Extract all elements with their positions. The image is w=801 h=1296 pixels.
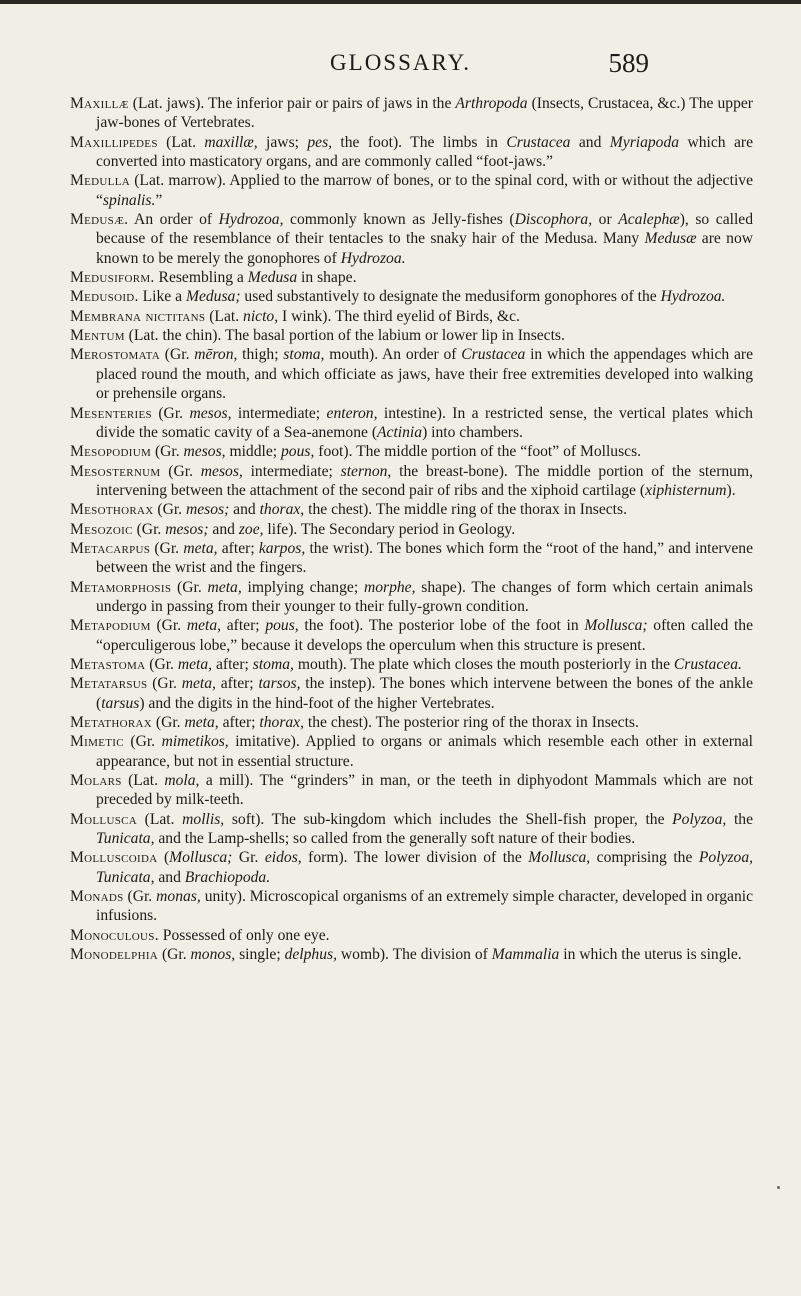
entry-italic-text: eidos, (264, 849, 302, 867)
glossary-entry (70, 171, 753, 210)
entry-text: single; (235, 946, 285, 964)
glossary-entry (70, 326, 753, 345)
entry-text: the foot). The posterior lobe of the foot in (298, 617, 585, 635)
entry-text: used substantively to designate the medusiform gonophores of the (240, 288, 661, 306)
entry-term: Medulla (70, 172, 130, 190)
entry-term: Metacarpus (70, 539, 151, 557)
entry-text: ( (157, 849, 170, 867)
entry-italic-text: Mollusca; (584, 617, 648, 635)
page-header (0, 50, 801, 90)
entry-text: Gr. (232, 849, 265, 867)
entry-text: which are converted into masticatory organs, and are commonly called “foot-jaws.” (96, 133, 753, 171)
entry-text: (Lat. (205, 307, 244, 325)
entry-text: (Gr. (160, 346, 195, 364)
entry-text: and (154, 868, 185, 886)
entry-text: mouth). The plate which closes the mouth posteriorly in the (293, 655, 674, 673)
entry-term: Metapodium (70, 617, 151, 635)
glossary-entry (70, 307, 753, 326)
entry-text: after; (221, 617, 266, 635)
entry-text: (Gr. (151, 443, 184, 461)
entry-italic-text: Hydrozoa. (660, 288, 726, 306)
entry-text: jaws; (257, 133, 308, 151)
entry-italic-text: Mammalia (491, 946, 560, 964)
entry-text: and (208, 520, 239, 538)
entry-text: (Lat. (121, 772, 165, 790)
entry-text: (Gr. (151, 404, 190, 422)
glossary-entry (70, 810, 753, 849)
entry-text: (Gr. (123, 733, 162, 751)
glossary-entry (70, 926, 753, 945)
entry-term: Maxillæ (70, 95, 129, 112)
entry-term: Molars (70, 772, 122, 790)
glossary-entry (70, 94, 753, 133)
entry-italic-text: maxillæ, (204, 133, 258, 151)
glossary-entry (70, 539, 753, 578)
entry-text: and (570, 133, 610, 151)
entry-text: the chest). The posterior ring of the thorax in Insects. (304, 714, 639, 731)
entry-italic-text: Crustacea (506, 133, 571, 151)
entry-italic-text: thorax, (259, 501, 305, 519)
entry-text: (Lat. the chin). The basal portion of the labium or lower lip in Insects. (124, 327, 565, 345)
entry-text: the chest). The middle ring of the thorax in Insects. (304, 501, 627, 519)
glossary-entry (70, 133, 753, 172)
entry-term: Molluscoida (70, 849, 158, 867)
entry-italic-text: mēron, (194, 346, 238, 364)
entry-italic-text: morphe, (363, 578, 416, 596)
entry-term: Mollusca (70, 810, 137, 828)
entry-italic-text: nicto, (243, 307, 279, 325)
entry-text: the foot). The limbs in (332, 133, 507, 151)
entry-italic-text: pous, (265, 617, 299, 635)
entry-term: Monodelphia (70, 946, 159, 964)
entry-text: (Lat. (157, 133, 205, 151)
entry-italic-text: karpos, (258, 539, 306, 557)
entry-text: (Gr. (150, 539, 184, 557)
entry-italic-text: meta, (177, 655, 213, 673)
entry-text: implying change; (241, 578, 364, 596)
entry-term: Metathorax (70, 714, 152, 731)
entry-text: life). The Secondary period in Geology. (263, 520, 516, 538)
entry-italic-text: monas, (156, 888, 201, 906)
entry-term: Maxillipedes (70, 133, 158, 151)
entry-italic-text: pous, (281, 443, 315, 461)
entry-term: Merostomata (70, 346, 161, 364)
running-head: GLOSSARY. (330, 50, 471, 75)
glossary-entry (70, 520, 753, 539)
entry-italic-text: meta, (207, 578, 242, 596)
entry-italic-text: Polyzoa, Tunicata, (96, 849, 754, 886)
entry-text: in which the appendages which are placed round the mouth, and which officiate as jaws, have their free extremities developed into walking or prehensile organs. (96, 346, 754, 403)
entry-text: after; (212, 655, 253, 673)
entry-term: Medusiform. (70, 269, 155, 287)
entry-text: I wink). The third eyelid of Birds, &c. (278, 307, 520, 325)
entry-text: form). The lower division of the (301, 849, 529, 867)
entry-italic-text: Tunicata, (96, 830, 155, 848)
entry-text: after; (218, 714, 260, 731)
glossary-entry (70, 848, 753, 887)
glossary-entry (70, 268, 753, 287)
entry-italic-text: Brachiopoda. (184, 868, 271, 886)
entry-text: (Gr. (150, 617, 187, 635)
entry-text: commonly known as Jelly-fishes ( (283, 211, 515, 229)
entry-italic-text: zoe, (238, 520, 264, 538)
entry-italic-text: mesos; (185, 501, 230, 519)
entry-text: unity). Microscopical organisms of an extremely simple character, developed in organic infusions. (96, 888, 754, 925)
entry-text: or (592, 211, 619, 229)
entry-italic-text: meta, (186, 617, 222, 635)
entry-text: (Insects, Crustacea, &c.) The upper jaw-bones of Vertebrates. (96, 95, 753, 132)
entry-italic-text: spinalis. (102, 191, 156, 209)
entry-text: (Gr. (123, 888, 157, 906)
entry-text: the wrist). The bones which form the “root of the hand,” and intervene between the wrist and the fingers. (96, 539, 754, 577)
entry-text: mouth). An order of (324, 346, 462, 364)
entry-text: intestine). In a restricted sense, the vertical plates which divide the somatic cavity of a Sea-anemone ( (96, 404, 753, 441)
entry-italic-text: Polyzoa, (672, 810, 727, 828)
entry-term: Mentum (70, 327, 125, 345)
entry-text: in shape. (297, 269, 357, 287)
entry-text: ” (155, 191, 163, 209)
entry-italic-text: Crustacea. (673, 655, 742, 673)
glossary-entry (70, 345, 753, 403)
entry-term: Mesenteries (70, 404, 152, 422)
entry-text: Like a (138, 288, 186, 306)
entry-term: Mesothorax (70, 501, 154, 519)
entry-term: Monoculous. (70, 926, 159, 944)
entry-italic-text: sternon, (340, 462, 392, 480)
entry-term: Mesosternum (70, 462, 161, 480)
entry-italic-text: stoma, (252, 655, 294, 673)
glossary-entry (70, 404, 753, 443)
entry-italic-text: Medusæ (644, 230, 697, 248)
entry-term: Monads (70, 888, 124, 906)
glossary-entry (70, 732, 753, 771)
entry-italic-text: Arthropoda (455, 95, 528, 112)
entry-text: soft). The sub-kingdom which includes the Shell-fish proper, the (224, 810, 673, 828)
entry-italic-text: Medusa; (185, 288, 241, 306)
entry-term: Metastoma (70, 655, 146, 673)
entry-text: (Gr. (132, 520, 166, 538)
glossary-entry (70, 945, 753, 964)
glossary-entry (70, 655, 753, 674)
entry-text: after; (215, 675, 259, 693)
entry-italic-text: meta, (183, 539, 218, 557)
entry-italic-text: tarsos, (258, 675, 301, 693)
entry-italic-text: xiphisternum (645, 481, 727, 499)
entry-text: after; (217, 539, 259, 557)
glossary-entry (70, 210, 753, 268)
entry-text: womb). The division of (336, 946, 492, 964)
entry-text: thigh; (237, 346, 284, 364)
entry-text: (Gr. (171, 578, 208, 596)
entry-text: (Gr. (147, 675, 182, 693)
entry-italic-text: mesos; (165, 520, 209, 538)
entry-italic-text: Acalephæ (618, 211, 680, 229)
entry-text: and the Lamp-shells; so called from the generally soft nature of their bodies. (154, 830, 636, 848)
entry-text: the breast-bone). The middle portion of the sternum, intervening between the attachment of the second pair of ribs and the xiphoid cartilage ( (96, 462, 754, 499)
entry-italic-text: mollis, (182, 810, 225, 828)
glossary-entries (70, 94, 753, 964)
entry-italic-text: mola, (164, 772, 200, 790)
entry-italic-text: Hydrozoa, (218, 211, 284, 229)
entry-term: Medusoid. (70, 288, 139, 306)
entry-italic-text: enteron, (326, 404, 378, 422)
entry-italic-text: Medusa (247, 269, 298, 287)
entry-text: An order of (128, 211, 219, 229)
entry-text: (Gr. (153, 501, 186, 519)
page-number: 589 (608, 48, 649, 78)
entry-text: (Gr. (158, 946, 191, 964)
entry-text: ), so called because of the resemblance of their tentacles to the snaky hair of the Medusa. Many (96, 211, 753, 248)
glossary-entry (70, 500, 753, 519)
entry-italic-text: tarsus (101, 694, 140, 712)
print-speck (777, 1186, 780, 1189)
entry-text: (Lat. (137, 810, 183, 828)
entry-italic-text: Myriapoda (609, 133, 680, 151)
entry-italic-text: mesos, (183, 443, 226, 461)
glossary-entry (70, 713, 753, 732)
entry-term: Mimetic (70, 733, 124, 751)
entry-term: Medusæ. (70, 211, 129, 229)
entry-text: Possessed of only one eye. (158, 926, 330, 944)
entry-text: and (229, 501, 260, 519)
entry-text: ) into chambers. (422, 423, 523, 441)
entry-text: (Gr. (145, 655, 178, 673)
entry-italic-text: mimetikos, (161, 733, 229, 751)
entry-text: intermediate; (231, 404, 327, 422)
entry-text: (Lat. marrow). Applied to the marrow of bones, or to the spinal cord, with or without the adjective “ (96, 172, 753, 209)
entry-italic-text: mesos, (189, 404, 232, 422)
entry-italic-text: stoma, (283, 346, 325, 364)
entry-text: imitative). Applied to organs or animals which resemble each other in external appearance, but not in essential structure. (96, 733, 754, 770)
entry-term: Mesozoic (70, 520, 133, 538)
entry-text: often called the “operculigerous lobe,” because it develops the operculum when this structure is present. (96, 617, 753, 654)
entry-text: (Gr. (160, 462, 201, 480)
entry-italic-text: Discophora, (514, 211, 593, 229)
entry-italic-text: delphus, (284, 946, 337, 964)
glossary-entry (70, 674, 753, 713)
top-edge-rule (0, 0, 801, 4)
glossary-entry (70, 442, 753, 461)
entry-term: Metamorphosis (70, 578, 172, 596)
glossary-entry (70, 578, 753, 617)
entry-term: Membrana nictitans (70, 307, 206, 325)
entry-text: the (726, 810, 753, 828)
entry-text: middle; (225, 443, 281, 461)
glossary-entry (70, 771, 753, 810)
entry-italic-text: meta, (181, 675, 216, 693)
entry-italic-text: pes, (307, 133, 333, 151)
entry-italic-text: Actinia (377, 423, 423, 441)
entry-italic-text: Hydrozoa. (340, 249, 406, 267)
entry-text: shape). The changes of form which certain animals undergo in passing from their younger to their fully-grown condition. (96, 578, 754, 615)
entry-text: ). (726, 481, 736, 499)
entry-italic-text: meta, (184, 714, 219, 731)
glossary-entry (70, 287, 753, 306)
entry-text: are now known to be merely the gonophores of (96, 230, 754, 267)
entry-text: the instep). The bones which intervene between the bones of the ankle ( (96, 675, 754, 712)
entry-text: comprising the (590, 849, 699, 867)
glossary-entry (70, 616, 753, 655)
entry-text: a mill). The “grinders” in man, or the teeth in diphyodont Mammals which are not preceded by milk-teeth. (96, 772, 753, 809)
entry-term: Mesopodium (70, 443, 152, 461)
entry-text: Resembling a (154, 269, 248, 287)
entry-term: Metatarsus (70, 675, 148, 693)
entry-text: foot). The middle portion of the “foot” of Molluscs. (314, 443, 642, 461)
entry-text: ) and the digits in the hind-foot of the higher Vertebrates. (139, 694, 495, 712)
entry-italic-text: monos, (190, 946, 236, 964)
entry-italic-text: Mollusca; (169, 849, 233, 867)
entry-italic-text: thorax, (259, 714, 305, 731)
entry-italic-text: Mollusca, (528, 849, 591, 867)
entry-text: in which the uterus is single. (559, 946, 742, 964)
entry-italic-text: mesos, (200, 462, 243, 480)
entry-italic-text: Crustacea (461, 346, 526, 364)
entry-text: (Gr. (151, 714, 185, 731)
glossary-entry (70, 887, 753, 926)
entry-text: (Lat. jaws). The inferior pair or pairs of jaws in the (128, 95, 456, 112)
entry-text: intermediate; (242, 462, 341, 480)
glossary-entry (70, 462, 753, 501)
